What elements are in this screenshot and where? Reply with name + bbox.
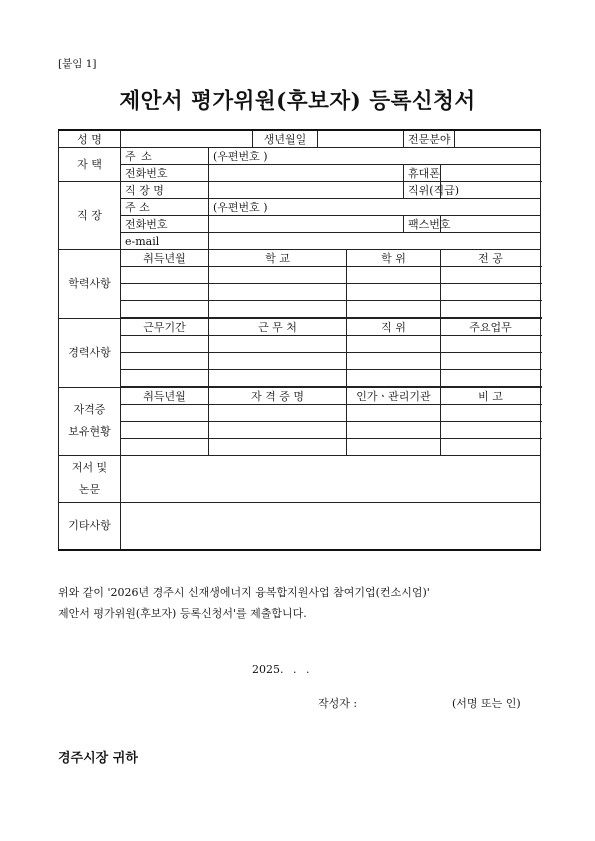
home-address-label: 주 소 bbox=[121, 148, 209, 165]
home-phone-label: 전화번호 bbox=[121, 165, 209, 182]
work-address-label: 주 소 bbox=[121, 199, 209, 216]
education-label: 학력사항 bbox=[59, 250, 121, 319]
license-cell[interactable] bbox=[121, 439, 209, 456]
license-cell[interactable] bbox=[347, 439, 441, 456]
license-header: 인가ㆍ관리기관 bbox=[347, 387, 441, 405]
career-cell[interactable] bbox=[441, 370, 541, 388]
education-header: 취득년월 bbox=[121, 250, 209, 267]
education-cell[interactable] bbox=[347, 301, 441, 319]
license-cell[interactable] bbox=[441, 422, 541, 439]
books-label bbox=[59, 456, 121, 503]
birth-label: 생년월일 bbox=[253, 130, 318, 148]
name-label: 성 명 bbox=[59, 130, 121, 148]
career-header: 근무기간 bbox=[121, 318, 209, 336]
home-phone-field[interactable] bbox=[209, 165, 404, 182]
field-value[interactable] bbox=[455, 130, 541, 148]
career-cell[interactable] bbox=[121, 370, 209, 388]
career-cell[interactable] bbox=[347, 353, 441, 370]
career-cell[interactable] bbox=[441, 353, 541, 370]
license-label bbox=[59, 387, 121, 456]
education-cell[interactable] bbox=[209, 301, 347, 319]
work-address-field[interactable]: (우편번호 ) bbox=[209, 199, 541, 216]
license-cell[interactable] bbox=[441, 405, 541, 422]
career-cell[interactable] bbox=[441, 336, 541, 353]
work-label: 직 장 bbox=[59, 182, 121, 250]
career-cell[interactable] bbox=[121, 353, 209, 370]
registration-form-table bbox=[58, 129, 541, 551]
education-cell[interactable] bbox=[441, 284, 541, 301]
books-label-line2: 논문 bbox=[78, 483, 101, 496]
books-field[interactable] bbox=[121, 456, 541, 503]
license-cell[interactable] bbox=[347, 405, 441, 422]
work-phone-label: 전화번호 bbox=[121, 216, 209, 233]
work-phone-field[interactable] bbox=[209, 216, 404, 233]
education-header: 전 공 bbox=[441, 250, 541, 267]
etc-label: 기타사항 bbox=[59, 503, 121, 551]
education-cell[interactable] bbox=[209, 284, 347, 301]
license-cell[interactable] bbox=[121, 422, 209, 439]
career-cell[interactable] bbox=[209, 370, 347, 388]
license-cell[interactable] bbox=[209, 405, 347, 422]
home-address-field[interactable]: (우편번호 ) bbox=[209, 148, 541, 165]
form-title: 제안서 평가위원(후보자) 등록신청서 bbox=[119, 89, 476, 114]
books-label-line1: 저서 및 bbox=[71, 461, 108, 474]
education-cell[interactable] bbox=[209, 267, 347, 284]
career-header: 직 위 bbox=[347, 318, 441, 336]
birth-field[interactable] bbox=[318, 130, 404, 148]
education-cell[interactable] bbox=[347, 284, 441, 301]
career-cell[interactable] bbox=[209, 336, 347, 353]
position-label: 직위(직급) bbox=[404, 182, 441, 199]
email-field[interactable] bbox=[209, 233, 541, 250]
mobile-label: 휴대폰 bbox=[404, 165, 441, 182]
statement bbox=[58, 582, 548, 624]
education-cell[interactable] bbox=[441, 267, 541, 284]
license-header: 취득년월 bbox=[121, 387, 209, 405]
career-cell[interactable] bbox=[209, 353, 347, 370]
license-cell[interactable] bbox=[209, 422, 347, 439]
education-cell[interactable] bbox=[121, 301, 209, 319]
attachment-label: [붙임 1] bbox=[58, 58, 97, 70]
fax-field[interactable] bbox=[441, 216, 541, 233]
education-header: 학 교 bbox=[209, 250, 347, 267]
education-cell[interactable] bbox=[347, 267, 441, 284]
license-cell[interactable] bbox=[347, 422, 441, 439]
education-cell[interactable] bbox=[121, 284, 209, 301]
work-name-field[interactable] bbox=[209, 182, 404, 199]
license-cell[interactable] bbox=[209, 439, 347, 456]
mobile-field[interactable] bbox=[441, 165, 541, 182]
email-label: e-mail bbox=[121, 233, 209, 250]
career-header: 주요업무 bbox=[441, 318, 541, 336]
license-cell[interactable] bbox=[441, 439, 541, 456]
career-cell[interactable] bbox=[347, 336, 441, 353]
license-label-line2: 보유현황 bbox=[68, 425, 111, 439]
name-field[interactable] bbox=[121, 130, 253, 148]
statement-line2: 제안서 평가위원(후보자) 등록신청서'를 제출합니다. bbox=[58, 607, 307, 620]
statement-line1: 위와 같이 '2026년 경주시 신재생에너지 융복합지원사업 참여기업(컨소시엄)' bbox=[58, 586, 430, 599]
education-cell[interactable] bbox=[441, 301, 541, 319]
career-header: 근 무 처 bbox=[209, 318, 347, 336]
work-name-label: 직 장 명 bbox=[121, 182, 209, 199]
career-cell[interactable] bbox=[121, 336, 209, 353]
career-cell[interactable] bbox=[347, 370, 441, 388]
signature-label: (서명 또는 인) bbox=[452, 697, 521, 710]
date-line: 2025. . . bbox=[252, 663, 310, 676]
education-header: 학 위 bbox=[347, 250, 441, 267]
etc-field[interactable] bbox=[121, 503, 541, 551]
addressee: 경주시장 귀하 bbox=[58, 751, 138, 766]
license-label-line1: 자격증 bbox=[73, 403, 106, 417]
field-label: 전문분야 bbox=[404, 130, 455, 148]
license-header: 비 고 bbox=[441, 387, 541, 405]
license-header: 자 격 증 명 bbox=[209, 387, 347, 405]
license-cell[interactable] bbox=[121, 405, 209, 422]
career-label: 경력사항 bbox=[59, 318, 121, 387]
education-cell[interactable] bbox=[121, 267, 209, 284]
fax-label: 팩스번호 bbox=[404, 216, 441, 233]
home-label: 자 택 bbox=[59, 148, 121, 182]
writer-label: 작성자 : bbox=[318, 697, 358, 710]
